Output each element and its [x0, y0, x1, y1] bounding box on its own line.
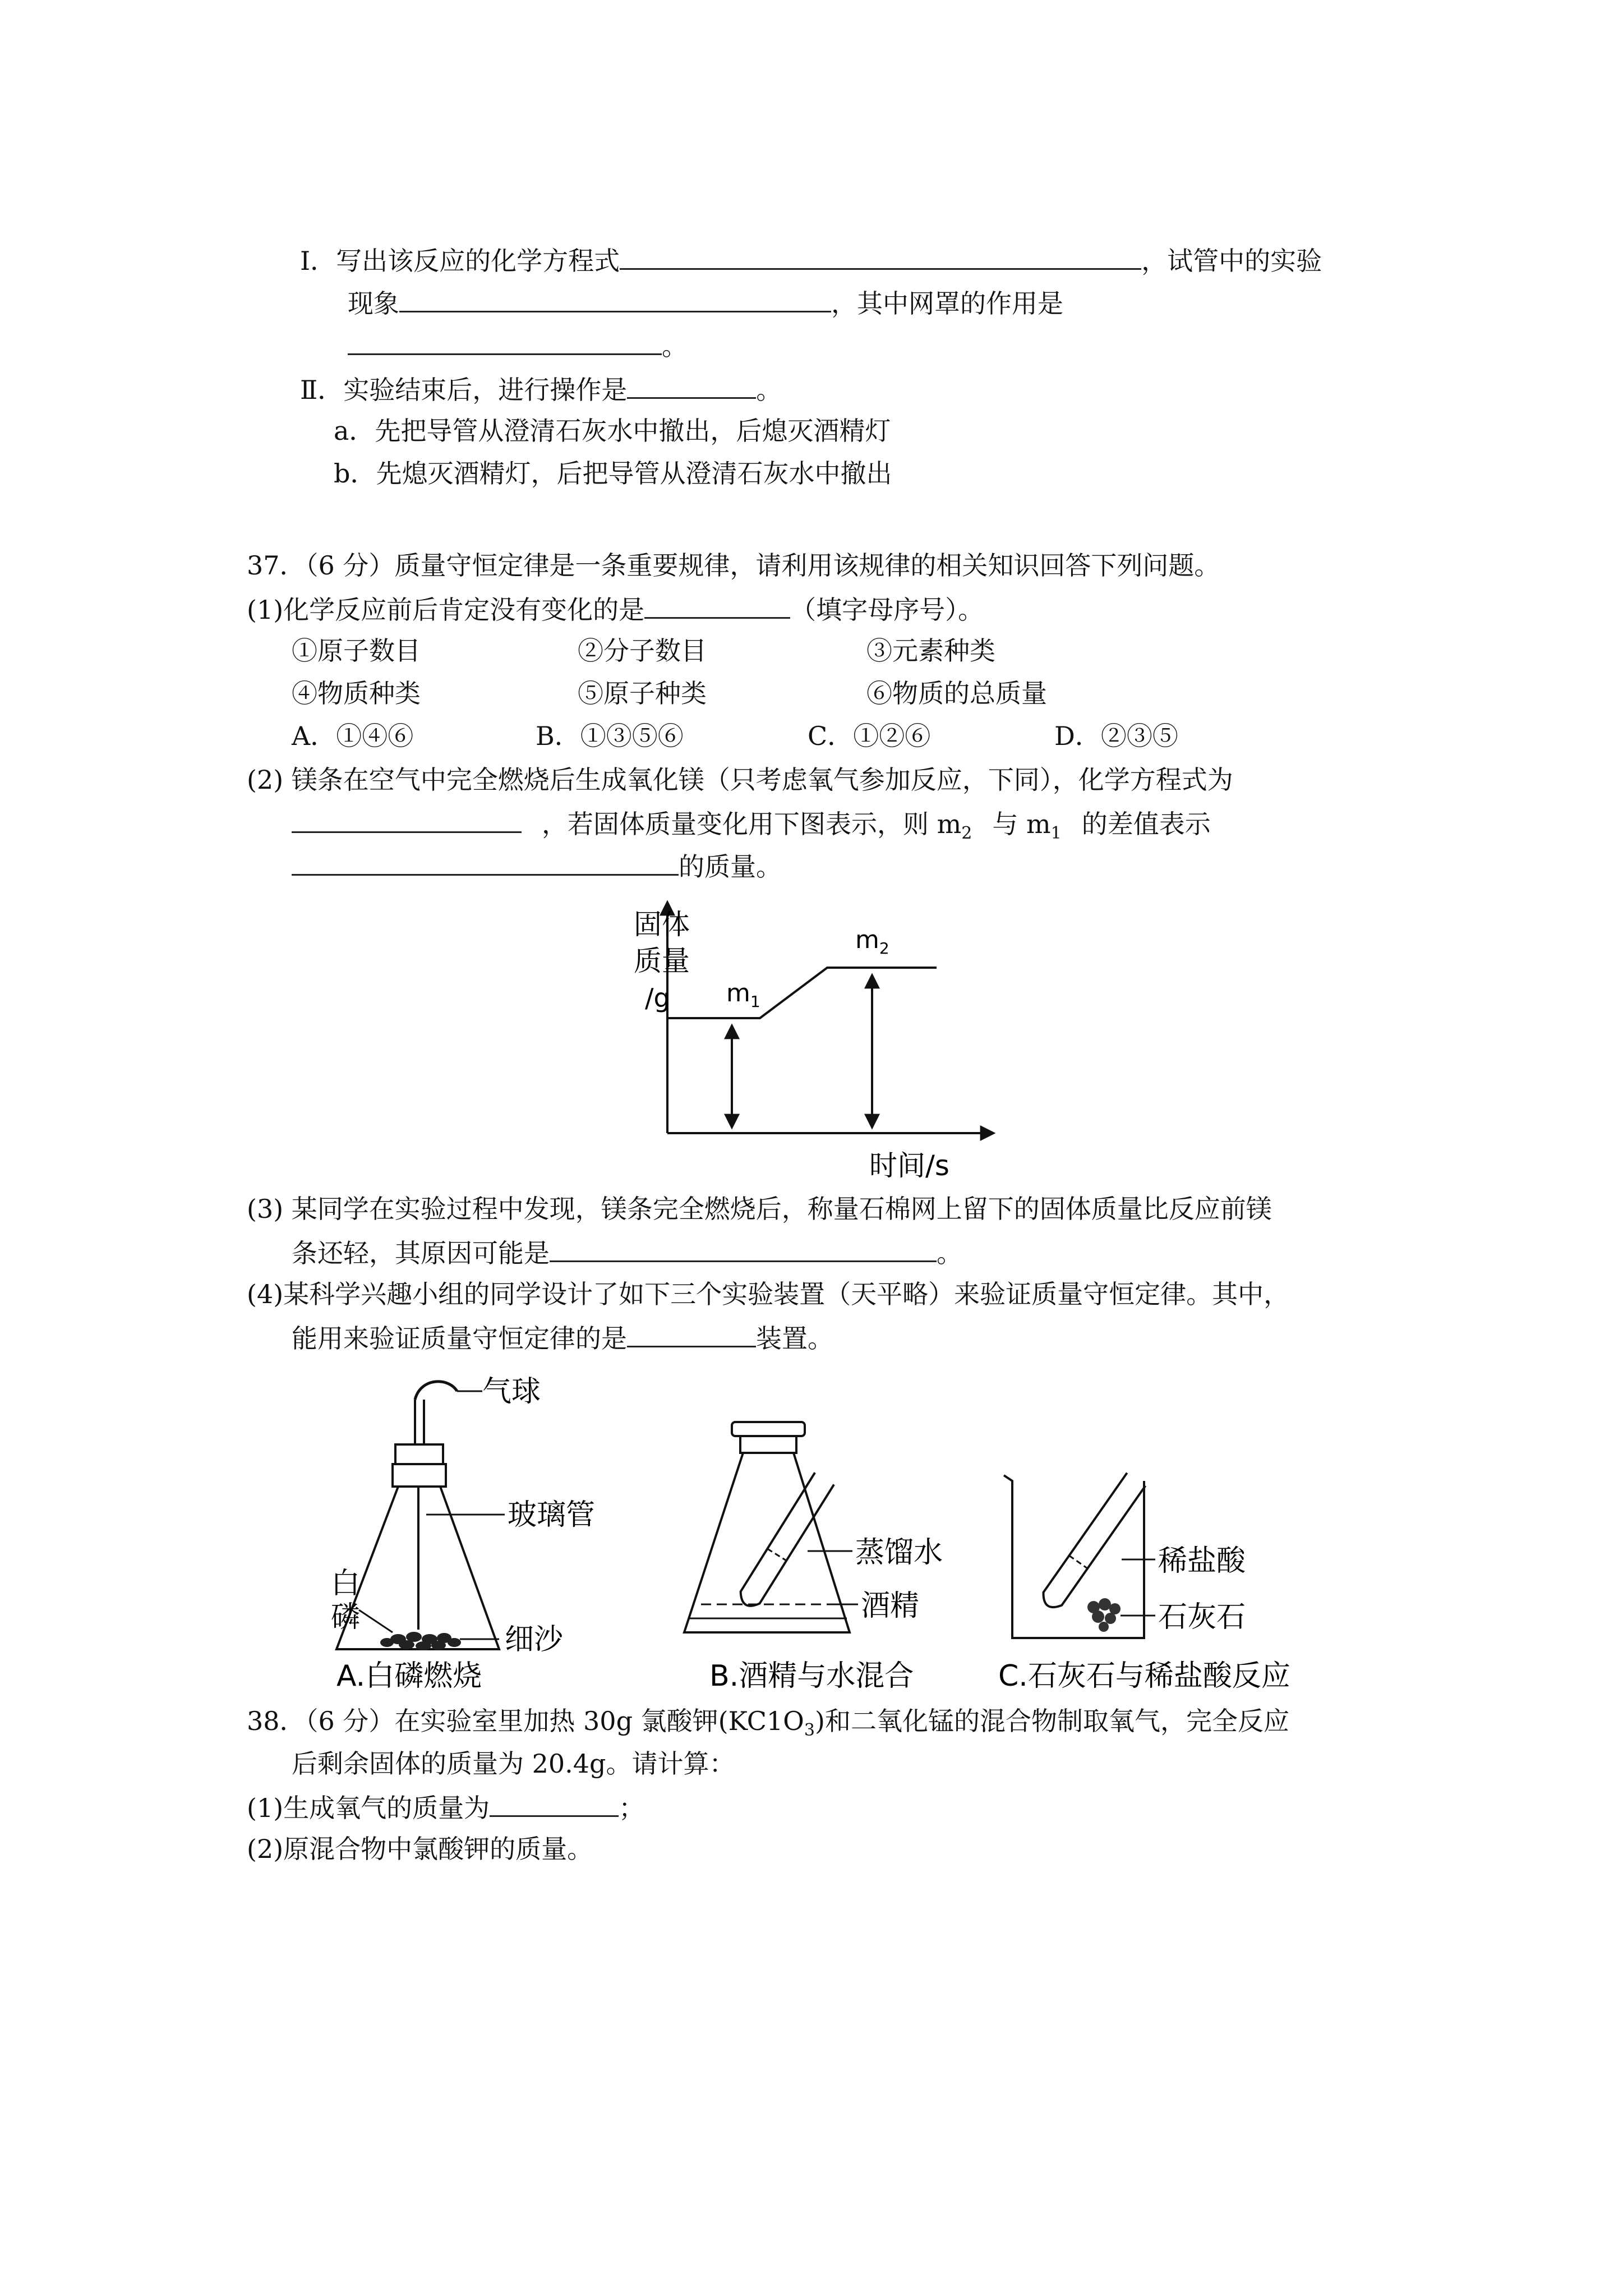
label-white-phosphorus-2: 磷 [331, 1600, 361, 1634]
answer-blank[interactable] [292, 848, 679, 876]
q37-sub2-line1: (2) 镁条在空气中完全燃烧后生成氧化镁（只考虑氧气参加反应，下同），化学方程式为 [247, 765, 1233, 795]
caption-a: A.白磷燃烧 [336, 1659, 482, 1693]
choice-d: D．②③⑤ [1054, 721, 1178, 751]
q38-sub1: (1)生成氧气的质量为 ； [247, 1789, 644, 1825]
apparatus-b [684, 1422, 943, 1693]
q38-intro-line1: 38．（6 分）在实验室里加热 30g 氯酸钾$(KC1O_3)$和二氧化锰的混合物制取氧气，完全反应 [247, 1706, 1289, 1741]
q37-sub1: (1)化学反应前后肯定没有变化的是 （填字母序号）。 [247, 591, 984, 627]
stopper [395, 1444, 443, 1464]
label-dilute-hcl: 稀盐酸 [1158, 1544, 1246, 1578]
q36-option-b: b．先熄灭酒精灯，后把导管从澄清石灰水中撤出 [334, 458, 892, 489]
q37-sub2-line2: ，若固体质量变化用下图表示，则 $m_2$ 与 $m_1$ 的差值表示 [292, 806, 1211, 850]
q37-sub3-line1: (3) 某同学在实验过程中发现，镁条完全燃烧后，称量石棉网上留下的固体质量比反应前镁 [247, 1194, 1272, 1224]
flask-b [684, 1453, 850, 1632]
limestone [1087, 1598, 1121, 1632]
flask-b-stopper [732, 1422, 805, 1436]
item-6: ⑥物质的总质量 [866, 678, 1047, 708]
label-white-phosphorus-1: 白 [331, 1567, 361, 1600]
y-label-2: 质量 [634, 945, 690, 977]
label-alcohol: 酒精 [861, 1589, 920, 1623]
y-label-1: 固体 [634, 908, 690, 941]
sand [380, 1632, 461, 1650]
caption-b: B.酒精与水混合 [709, 1659, 914, 1693]
apparatus-a [331, 1375, 595, 1693]
apparatus-c [998, 1473, 1290, 1693]
answer-blank[interactable] [348, 328, 662, 355]
label-limestone: 石灰石 [1158, 1600, 1246, 1634]
q36-part1-line3: 。 [348, 328, 688, 363]
choice-a: A．①④⑥ [292, 721, 414, 751]
item-2: ②分子数目 [578, 636, 707, 666]
balloon [415, 1382, 457, 1400]
q37-sub4-line2: 能用来验证质量守恒定律的是 装置。 [292, 1320, 833, 1355]
label-distilled-water: 蒸馏水 [855, 1536, 943, 1570]
m2-label: $m_2$ [855, 926, 889, 958]
item-4: ④物质种类 [292, 678, 421, 708]
label-glass-tube: 玻璃管 [508, 1498, 596, 1532]
mass-time-graph [623, 892, 1015, 1195]
test-tube-b [736, 1473, 834, 1611]
answer-blank[interactable] [627, 371, 756, 399]
apparatus-figure [314, 1369, 1324, 1694]
q37-sub2-line3: 的质量。 [292, 848, 782, 884]
y-label-3: /g [645, 983, 670, 1013]
answer-blank[interactable] [620, 242, 1141, 270]
m1-label: $m_1$ [726, 979, 760, 1011]
choice-b: B．①③⑤⑥ [536, 721, 684, 751]
item-1: ①原子数目 [292, 636, 421, 666]
q37-sub4-line1: (4)某科学兴趣小组的同学设计了如下三个实验装置（天平略）来验证质量守恒定律。其中， [247, 1279, 1290, 1309]
q38-intro-line2: 后剩余固体的质量为 20.4g。请计算： [292, 1749, 735, 1779]
q37-intro: 37．（6 分）质量守恒定律是一条重要规律，请利用该规律的相关知识回答下列问题。 [247, 550, 1220, 581]
q36-option-a: a．先把导管从澄清石灰水中撤出，后熄灭酒精灯 [334, 416, 891, 446]
answer-blank[interactable] [644, 591, 790, 619]
test-tube-c [1039, 1473, 1145, 1612]
caption-c: C.石灰石与稀盐酸反应 [998, 1659, 1290, 1693]
choice-c: C．①②⑥ [808, 721, 931, 751]
q36-part2-line: Ⅱ．实验结束后，进行操作是 。 [300, 371, 782, 407]
answer-blank[interactable] [292, 806, 522, 833]
answer-blank[interactable] [399, 285, 831, 312]
label-balloon: 气球 [482, 1375, 541, 1409]
q36-part1-line2: 现象 ，其中网罩的作用是 [348, 285, 1063, 320]
item-5: ⑤原子种类 [578, 678, 707, 708]
beaker-c [1004, 1475, 1144, 1638]
item-3: ③元素种类 [866, 636, 995, 666]
answer-blank[interactable] [550, 1235, 937, 1262]
x-label: 时间/s [869, 1149, 949, 1182]
q36-part1-line1: Ⅰ．写出该反应的化学方程式 ，试管中的实验 [300, 242, 1322, 278]
q38-sub2: (2)原混合物中氯酸钾的质量。 [247, 1834, 593, 1864]
answer-blank[interactable] [490, 1789, 619, 1817]
label-sand: 细沙 [505, 1623, 564, 1657]
q37-sub3-line2: 条还轻，其原因可能是 。 [292, 1235, 962, 1270]
mass-curve [667, 968, 937, 1018]
answer-blank[interactable] [627, 1320, 756, 1347]
